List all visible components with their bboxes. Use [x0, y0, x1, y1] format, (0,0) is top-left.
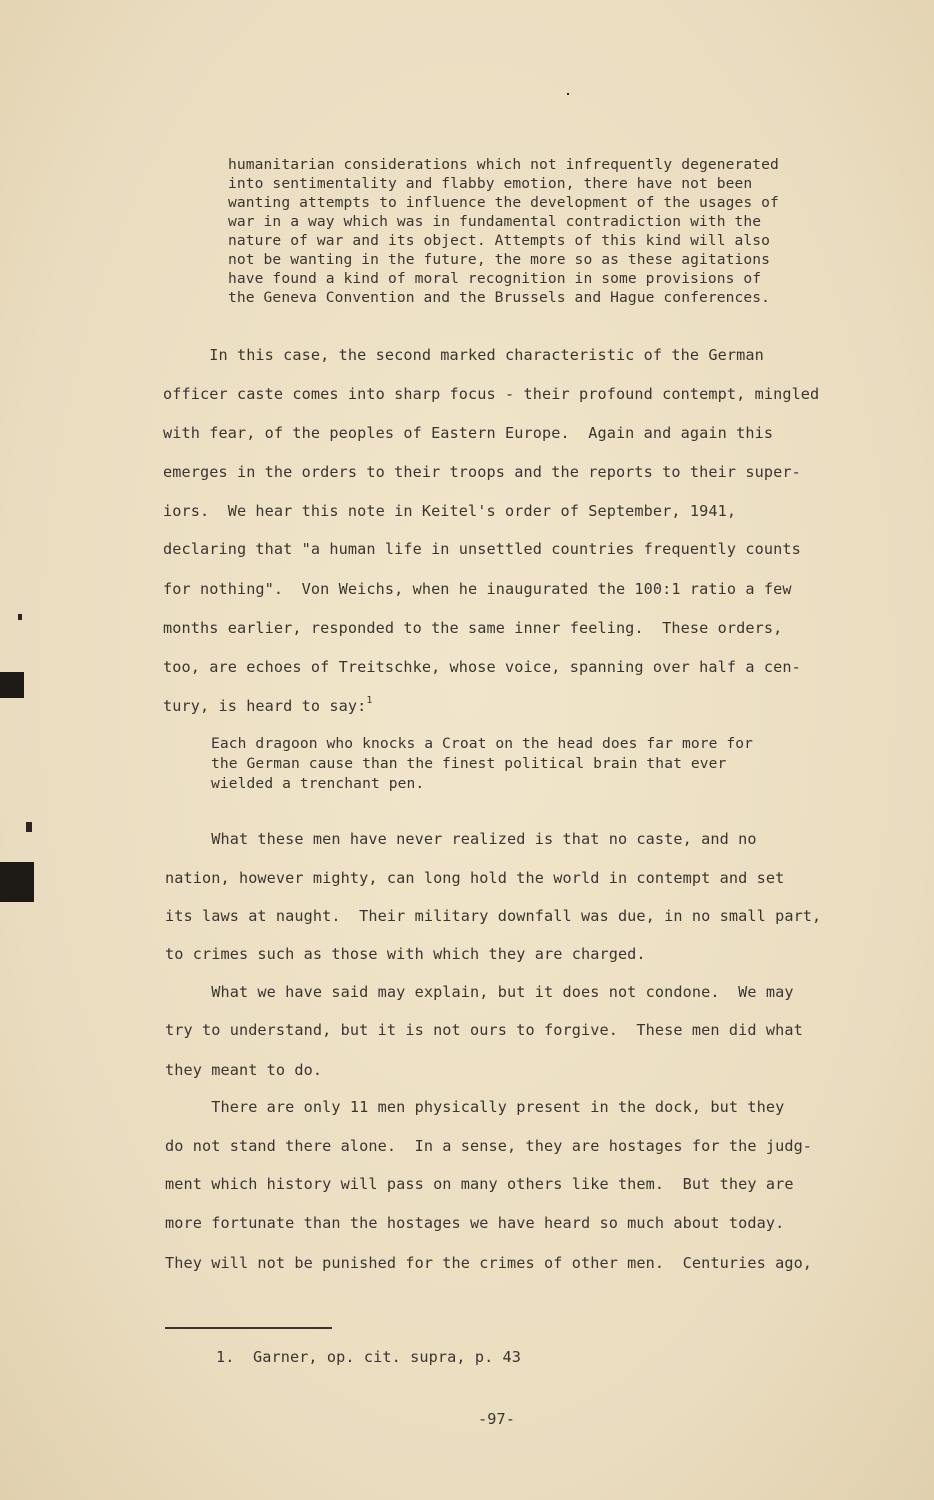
- text-line: What these men have never realized is that no caste, and no: [165, 830, 757, 848]
- text-line: declaring that "a human life in unsettled countries frequently counts: [163, 540, 801, 558]
- ink-speck: [26, 822, 32, 832]
- footnote: 1. Garner, op. cit. supra, p. 43: [216, 1348, 522, 1366]
- text-line: nature of war and its object. Attempts of this kind will also: [228, 232, 771, 249]
- text-line: too, are echoes of Treitschke, whose voice, spanning over half a cen-: [163, 658, 801, 676]
- footnote-divider: [165, 1327, 332, 1329]
- text-line: do not stand there alone. In a sense, they are hostages for the judg-: [165, 1137, 813, 1155]
- text-line: to crimes such as those with which they are charged.: [165, 945, 646, 963]
- text-line: war in a way which was in fundamental contradiction with the: [228, 213, 762, 230]
- ink-speck: [18, 614, 22, 620]
- text-line: tury, is heard to say:: [163, 697, 367, 715]
- footnote-reference: 1: [366, 695, 373, 706]
- text-line: try to understand, but it is not ours to forgive. These men did what: [165, 1021, 803, 1039]
- text-line: ment which history will pass on many others like them. But they are: [165, 1175, 794, 1193]
- text-line: not be wanting in the future, the more so as these agitations: [228, 251, 771, 268]
- text-line: They will not be punished for the crimes of other men. Centuries ago,: [165, 1254, 813, 1272]
- binding-hole-bottom: [0, 862, 34, 902]
- text-line: more fortunate than the hostages we have heard so much about today.: [165, 1214, 785, 1232]
- text-line: into sentimentality and flabby emotion, there have not been: [228, 175, 753, 192]
- text-line: the Geneva Convention and the Brussels and Hague conferences.: [228, 289, 771, 306]
- text-line: Each dragoon who knocks a Croat on the head does far more for: [211, 735, 754, 752]
- text-line: have found a kind of moral recognition in some provisions of: [228, 270, 762, 287]
- text-line: officer caste comes into sharp focus - their profound contempt, mingled: [163, 385, 820, 403]
- text-line: In this case, the second marked characteristic of the German: [163, 346, 764, 364]
- text-line: the German cause than the finest political brain that ever: [211, 755, 727, 772]
- text-line: iors. We hear this note in Keitel's order of September, 1941,: [163, 502, 737, 520]
- text-line: What we have said may explain, but it does not condone. We may: [165, 983, 794, 1001]
- ink-speck: [567, 93, 569, 95]
- binding-hole-top: [0, 672, 24, 698]
- text-line: they meant to do.: [165, 1061, 323, 1079]
- text-line: with fear, of the peoples of Eastern Europe. Again and again this: [163, 424, 774, 442]
- text-line: wielded a trenchant pen.: [211, 775, 425, 792]
- text-line-last: [163, 697, 373, 715]
- page-number: -97-: [478, 1410, 515, 1428]
- text-line: humanitarian considerations which not infrequently degenerated: [228, 156, 779, 173]
- text-line: months earlier, responded to the same inner feeling. These orders,: [163, 619, 783, 637]
- text-line: emerges in the orders to their troops and the reports to their super-: [163, 463, 801, 481]
- text-line: its laws at naught. Their military downfall was due, in no small part,: [165, 907, 822, 925]
- text-line: wanting attempts to influence the development of the usages of: [228, 194, 779, 211]
- text-line: nation, however mighty, can long hold the world in contempt and set: [165, 869, 785, 887]
- text-line: for nothing". Von Weichs, when he inaugurated the 100:1 ratio a few: [163, 580, 792, 598]
- text-line: There are only 11 men physically present in the dock, but they: [165, 1098, 785, 1116]
